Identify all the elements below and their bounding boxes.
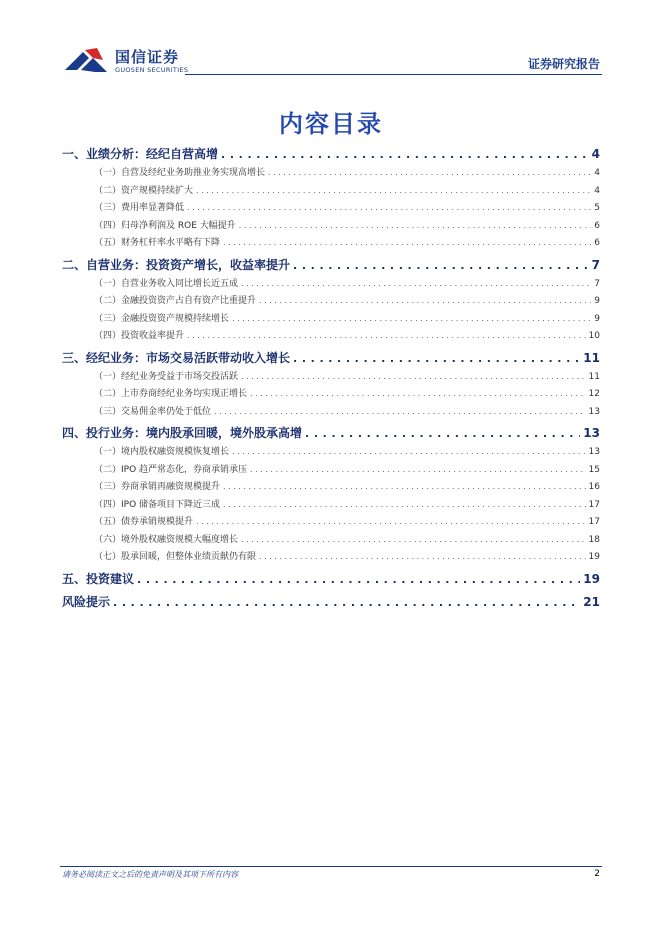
dot-leader <box>305 427 580 440</box>
toc-page-number: 11 <box>583 350 600 365</box>
toc-item[interactable] <box>62 218 600 236</box>
toc-page-number: 19 <box>583 571 600 586</box>
dot-leader <box>221 148 589 161</box>
page-number: 2 <box>594 869 600 879</box>
dot-leader <box>250 389 586 398</box>
toc-page-number: 12 <box>588 389 600 399</box>
toc-page-number: 17 <box>588 517 600 527</box>
toc-page-number: 13 <box>588 406 600 417</box>
toc-page-number: 19 <box>588 552 600 562</box>
logo-chinese-name: 国信证券 <box>115 48 180 66</box>
dot-leader <box>241 372 586 381</box>
toc-item[interactable] <box>62 532 600 550</box>
table-of-contents <box>62 142 600 613</box>
dot-leader <box>113 596 580 609</box>
toc-item[interactable] <box>62 514 600 532</box>
footer-divider <box>60 866 602 867</box>
toc-page-number: 5 <box>594 203 600 213</box>
toc-item[interactable] <box>62 549 600 567</box>
toc-item-title: （四）投资收益率提升 <box>94 331 185 341</box>
toc-section-title: 四、投行业务：境内股承回暖，境外股承高增 <box>62 426 303 440</box>
toc-item[interactable] <box>62 311 600 329</box>
toc-section-2[interactable] <box>62 349 600 369</box>
toc-item[interactable] <box>62 479 600 497</box>
toc-item[interactable] <box>62 293 600 311</box>
dot-leader <box>196 517 586 526</box>
toc-page-number: 9 <box>594 313 600 324</box>
toc-item-title: （一）经纪业务受益于市场交投活跃 <box>94 371 239 382</box>
toc-page-number: 6 <box>594 220 600 231</box>
toc-section-3[interactable] <box>62 424 600 444</box>
toc-item[interactable] <box>62 235 600 253</box>
logo-mark-icon <box>63 46 109 76</box>
toc-page-number: 11 <box>588 371 600 382</box>
page-header <box>0 0 662 80</box>
toc-item-title: （四）归母净利润及 ROE 大幅提升 <box>94 220 236 231</box>
toc-page-number: 9 <box>594 296 600 306</box>
dot-leader <box>268 168 591 177</box>
toc-page-number: 4 <box>594 185 600 196</box>
toc-section-4[interactable] <box>62 570 600 590</box>
toc-section-5[interactable] <box>62 593 600 613</box>
toc-page-number: 15 <box>588 464 600 475</box>
toc-section-0[interactable] <box>62 145 600 165</box>
dot-leader <box>259 296 591 305</box>
dot-leader <box>187 331 586 340</box>
dot-leader <box>187 203 591 212</box>
dot-leader <box>223 500 586 509</box>
toc-section-title: 风险提示 <box>62 594 111 609</box>
toc-item[interactable] <box>62 328 600 346</box>
toc-section-title: 三、经纪业务：市场交易活跃带动收入增长 <box>62 350 291 365</box>
toc-item[interactable] <box>62 497 600 515</box>
toc-section-title: 一、业绩分析：经纪自营高增 <box>62 147 219 161</box>
toc-page-number: 21 <box>583 594 600 609</box>
toc-item-title: （一）自营业务收入同比增长近五成 <box>94 278 239 289</box>
toc-item-title: （三）费用率显著降低 <box>94 203 185 213</box>
toc-item[interactable] <box>62 462 600 480</box>
toc-item-title: （五）财务杠杆率水平略有下降 <box>94 238 221 248</box>
dot-leader <box>241 535 586 544</box>
toc-item-title: （二）金融投资资产占自有资产比重提升 <box>94 296 257 306</box>
dot-leader <box>259 552 586 561</box>
toc-item-title: （三）券商承销再融资规模提升 <box>94 482 221 492</box>
toc-page-number: 18 <box>588 534 600 545</box>
dot-leader <box>250 465 586 474</box>
dot-leader <box>232 447 586 456</box>
toc-item[interactable] <box>62 276 600 294</box>
toc-item-title: （四）IPO 储备项目下降近三成 <box>94 499 221 510</box>
toc-page-number: 4 <box>594 168 600 178</box>
dot-leader <box>232 314 591 323</box>
toc-item[interactable] <box>62 404 600 422</box>
toc-item-title: （六）境外股权融资规模大幅度增长 <box>94 534 239 545</box>
toc-section-title: 二、自营业务：投资资产增长，收益率提升 <box>62 257 291 272</box>
toc-item-title: （三）金融投资资产规模持续增长 <box>94 313 230 324</box>
toc-item[interactable] <box>62 369 600 387</box>
toc-page-number: 6 <box>594 238 600 248</box>
dot-leader <box>137 573 580 586</box>
toc-page-number: 7 <box>594 278 600 289</box>
toc-page-number: 13 <box>583 426 600 440</box>
toc-page-number: 13 <box>588 447 600 457</box>
toc-page-number: 10 <box>588 331 600 341</box>
dot-leader <box>223 238 591 247</box>
toc-item[interactable] <box>62 165 600 183</box>
toc-page-number: 16 <box>588 482 600 492</box>
toc-title: 内容目录 <box>279 110 383 138</box>
report-type-label: 证券研究报告 <box>527 57 600 71</box>
toc-section-1[interactable] <box>62 256 600 276</box>
toc-item-title: （一）自营及经纪业务助推业务实现高增长 <box>94 168 266 178</box>
dot-leader <box>293 259 589 272</box>
dot-leader <box>241 279 591 288</box>
toc-page-number: 7 <box>591 257 600 272</box>
toc-item-title: （一）境内股权融资规模恢复增长 <box>94 447 230 457</box>
dot-leader <box>223 482 586 491</box>
toc-page-number: 4 <box>591 147 600 161</box>
toc-item-title: （五）债券承销规模提升 <box>94 517 194 527</box>
toc-item-title: （二）资产规模持续扩大 <box>94 185 194 196</box>
toc-item-title: （七）股承回暖，但整体业绩贡献仍有限 <box>94 552 257 562</box>
toc-item[interactable] <box>62 444 600 462</box>
toc-item[interactable] <box>62 200 600 218</box>
dot-leader <box>196 186 591 195</box>
header-divider <box>185 74 602 75</box>
toc-item-title: （二）上市券商经纪业务均实现正增长 <box>94 389 248 399</box>
toc-item-title: （三）交易佣金率仍处于低位 <box>94 406 212 417</box>
toc-section-title: 五、投资建议 <box>62 571 135 586</box>
logo-english-name: GUOSEN SECURITIES <box>115 66 189 74</box>
dot-leader <box>214 407 586 416</box>
footer-disclaimer: 请务必阅读正文之后的免责声明及其项下所有内容 <box>62 870 238 879</box>
toc-page-number: 17 <box>588 499 600 510</box>
guosen-logo <box>63 44 189 78</box>
dot-leader <box>239 221 592 230</box>
dot-leader <box>293 352 580 365</box>
toc-item[interactable] <box>62 386 600 404</box>
toc-item-title: （二）IPO 趋严常态化，券商承销承压 <box>94 464 248 475</box>
toc-item[interactable] <box>62 183 600 201</box>
